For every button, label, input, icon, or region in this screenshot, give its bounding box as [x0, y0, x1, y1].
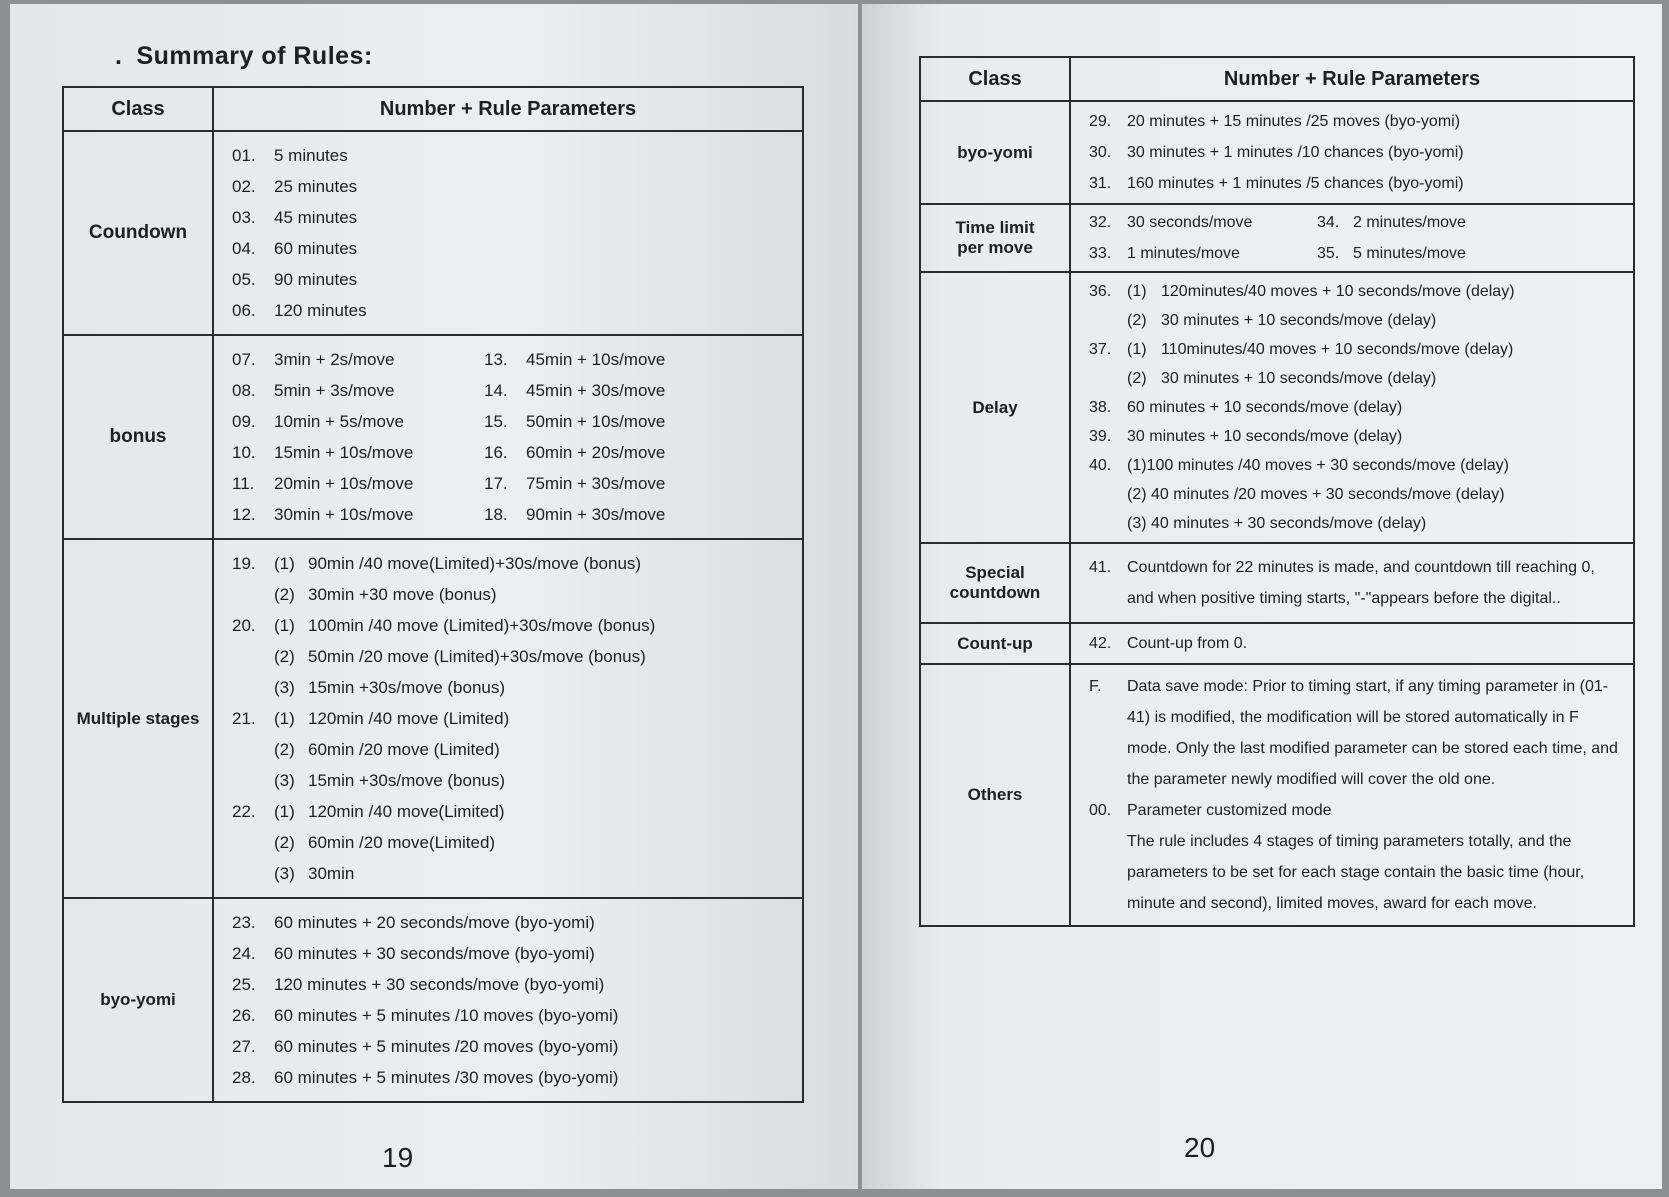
item-text: 1 minutes/move	[1127, 244, 1240, 262]
item-text: 30min + 10s/move	[274, 504, 414, 524]
item-number: 12.	[232, 504, 256, 524]
item-number: 20.	[232, 615, 256, 635]
item-sub: (2)	[1127, 369, 1147, 387]
list-item	[232, 499, 792, 530]
others-params	[1070, 664, 1634, 926]
list-item	[232, 1062, 792, 1093]
list-item	[232, 858, 792, 889]
class-delay: Delay	[920, 272, 1070, 543]
item-number: 34.	[1317, 213, 1340, 231]
count-up-row	[920, 623, 1634, 664]
item-number: 39.	[1089, 427, 1112, 445]
item-number: 30.	[1089, 143, 1112, 161]
item-sub: (2)	[274, 739, 295, 759]
list-item	[1089, 106, 1623, 137]
header-row	[920, 57, 1634, 101]
item-sub: (2)	[274, 584, 295, 604]
class-byo-yomi: byo-yomi	[920, 101, 1070, 204]
time-limit-row	[920, 204, 1634, 272]
item-text: 60 minutes + 5 minutes /30 moves (byo-yomi)	[274, 1067, 619, 1087]
byoyomi-params	[1070, 101, 1634, 204]
item-text: Data save mode: Prior to timing start, if any timing parameter in (01-41) is modified, the modification will be stored automatically in F mode. Only the last modified parameter can be stored each time, and the parameter newly modified will cover the old one.	[1127, 678, 1618, 788]
item-number: 35.	[1317, 244, 1340, 262]
item-text: (2) 40 minutes /20 moves + 30 seconds/move (delay)	[1127, 485, 1505, 503]
item-number: 15.	[484, 411, 508, 431]
item-text: 45min + 30s/move	[526, 380, 666, 400]
multiple-stages-params	[213, 539, 803, 898]
item-text: 15min + 10s/move	[274, 442, 414, 462]
item-text: 60 minutes + 5 minutes /10 moves (byo-yomi)	[274, 1005, 619, 1025]
class-bonus: bonus	[63, 335, 213, 539]
item-text: 60 minutes + 30 seconds/move (byo-yomi)	[274, 943, 595, 963]
item-number: 31.	[1089, 174, 1112, 192]
header-class: Class	[63, 87, 213, 131]
item-text: 60 minutes	[274, 238, 358, 258]
list-item	[1089, 137, 1623, 168]
item-text: 30 minutes + 10 seconds/move (delay)	[1161, 369, 1437, 387]
rules-table-left	[62, 86, 804, 1103]
right-page	[862, 4, 1662, 1189]
list-item	[232, 579, 792, 610]
title-text: Summary of Rules:	[136, 42, 373, 70]
left-page	[10, 4, 858, 1189]
item-text: Count-up from 0.	[1127, 635, 1248, 652]
item-text: 75min + 30s/move	[526, 473, 666, 493]
class-special-line2: countdown	[949, 583, 1041, 602]
byoyomi-row	[920, 101, 1634, 204]
item-text: 60 minutes + 10 seconds/move (delay)	[1127, 398, 1403, 416]
class-special-line1: Special	[965, 563, 1025, 583]
item-text: 120minutes/40 moves + 10 seconds/move (delay)	[1161, 282, 1515, 300]
item-text: 120min /40 move(Limited)	[308, 801, 505, 821]
list-item	[1089, 480, 1623, 509]
list-item	[232, 295, 792, 326]
item-text: 30min +30 move (bonus)	[308, 584, 497, 604]
item-number: 07.	[232, 349, 256, 369]
list-item	[232, 171, 792, 202]
item-number: 40.	[1089, 456, 1112, 474]
list-item	[1089, 277, 1623, 306]
item-number: 05.	[232, 269, 256, 289]
item-number: F.	[1089, 678, 1102, 695]
list-item	[1089, 364, 1623, 393]
count-up-params	[1070, 623, 1634, 664]
list-item	[1089, 422, 1623, 451]
list-item	[232, 1000, 792, 1031]
item-text: 60min /20 move (Limited)	[308, 739, 500, 759]
class-count-up: Count-up	[920, 623, 1070, 664]
item-text: 15min +30s/move (bonus)	[308, 677, 506, 697]
list-item	[232, 703, 792, 734]
item-text: 60 minutes + 5 minutes /20 moves (byo-yomi)	[274, 1036, 619, 1056]
list-item	[232, 610, 792, 641]
list-item	[1089, 826, 1623, 919]
item-number: 42.	[1089, 635, 1112, 652]
item-text: 60min /20 move(Limited)	[308, 832, 496, 852]
item-sub: (1)	[274, 615, 295, 635]
list-item	[1089, 238, 1623, 269]
bonus-params	[213, 335, 803, 539]
special-countdown-params	[1070, 543, 1634, 623]
item-number: 14.	[484, 380, 508, 400]
item-sub: (3)	[274, 677, 295, 697]
item-text: 30 minutes + 10 seconds/move (delay)	[1161, 311, 1437, 329]
item-number: 01.	[232, 145, 256, 165]
item-sub: (1)	[1127, 340, 1147, 358]
item-text: 90min + 30s/move	[526, 504, 666, 524]
item-sub: (2)	[274, 832, 295, 852]
countdown-params	[213, 131, 803, 335]
list-item	[232, 233, 792, 264]
byoyomi-row	[63, 898, 803, 1102]
item-text: 5min + 3s/move	[274, 380, 395, 400]
list-item	[1089, 335, 1623, 364]
item-text: (1)100 minutes /40 moves + 30 seconds/move (delay)	[1127, 456, 1509, 474]
page-title	[115, 42, 373, 71]
item-sub: (3)	[274, 770, 295, 790]
item-number: 10.	[232, 442, 256, 462]
item-text: 30 minutes + 10 seconds/move (delay)	[1127, 427, 1403, 445]
list-item	[232, 907, 792, 938]
delay-params	[1070, 272, 1634, 543]
page-number: 20	[1184, 1132, 1216, 1163]
list-item	[1089, 168, 1623, 199]
item-text: 160 minutes + 1 minutes /5 chances (byo-yomi)	[1127, 174, 1464, 192]
item-number: 32.	[1089, 213, 1112, 231]
list-item	[232, 641, 792, 672]
item-text: 90min /40 move(Limited)+30s/move (bonus)	[308, 553, 642, 573]
item-text: 15min +30s/move (bonus)	[308, 770, 506, 790]
item-text: 30min	[308, 863, 355, 883]
item-number: 27.	[232, 1036, 256, 1056]
item-number: 16.	[484, 442, 508, 462]
list-item	[232, 734, 792, 765]
item-number: 24.	[232, 943, 256, 963]
item-number: 13.	[484, 349, 508, 369]
item-text: 3min + 2s/move	[274, 349, 395, 369]
countdown-row	[63, 131, 803, 335]
list-item	[232, 969, 792, 1000]
item-text: 30 minutes + 1 minutes /10 chances (byo-yomi)	[1127, 143, 1464, 161]
list-item	[232, 375, 792, 406]
item-number: 25.	[232, 974, 256, 994]
list-item	[232, 765, 792, 796]
item-title: Parameter customized mode	[1127, 802, 1332, 819]
list-item	[232, 548, 792, 579]
item-number: 38.	[1089, 398, 1112, 416]
item-number: 41.	[1089, 559, 1112, 576]
list-item	[1089, 509, 1623, 538]
item-number: 11.	[232, 473, 255, 493]
header-class: Class	[920, 57, 1070, 101]
list-item	[1089, 393, 1623, 422]
bonus-row	[63, 335, 803, 539]
list-item	[1089, 552, 1623, 614]
list-item	[232, 437, 792, 468]
special-countdown-row	[920, 543, 1634, 623]
list-item	[232, 140, 792, 171]
class-time-limit	[920, 204, 1070, 272]
list-item	[232, 406, 792, 437]
class-byo-yomi: byo-yomi	[63, 898, 213, 1102]
item-text: 50min /20 move (Limited)+30s/move (bonus)	[308, 646, 646, 666]
multiple-stages-row	[63, 539, 803, 898]
item-number: 17.	[484, 473, 508, 493]
item-text: 50min + 10s/move	[526, 411, 666, 431]
item-number: 37.	[1089, 340, 1112, 358]
item-number: 26.	[232, 1005, 256, 1025]
item-number: 02.	[232, 176, 256, 196]
item-sub: (3)	[274, 863, 295, 883]
list-item	[1089, 451, 1623, 480]
header-params: Number + Rule Parameters	[213, 87, 803, 131]
item-number: 22.	[232, 801, 256, 821]
class-countdown: Coundown	[63, 131, 213, 335]
item-text: Countdown for 22 minutes is made, and countdown till reaching 0, and when positive timing starts, "-"appears before the digital..	[1127, 559, 1595, 607]
item-number: 18.	[484, 504, 508, 524]
item-text: 5 minutes	[274, 145, 348, 165]
list-item	[232, 827, 792, 858]
item-text: 110minutes/40 moves + 10 seconds/move (delay)	[1161, 340, 1514, 358]
class-special-countdown	[920, 543, 1070, 623]
list-item	[232, 202, 792, 233]
item-text: 100min /40 move (Limited)+30s/move (bonus)	[308, 615, 656, 635]
list-item	[232, 672, 792, 703]
rules-table-right	[919, 56, 1635, 927]
others-row	[920, 664, 1634, 926]
list-item	[232, 1031, 792, 1062]
item-sub: (1)	[1127, 282, 1147, 300]
class-multiple-stages: Multiple stages	[63, 539, 213, 898]
item-text: 60min + 20s/move	[526, 442, 666, 462]
item-number: 08.	[232, 380, 256, 400]
item-text: 45 minutes	[274, 207, 358, 227]
time-limit-params	[1070, 204, 1634, 272]
page-number: 19	[382, 1142, 414, 1173]
list-item	[232, 938, 792, 969]
item-number: 04.	[232, 238, 256, 258]
class-time-limit-line1: Time limit	[955, 218, 1035, 238]
item-number: 29.	[1089, 112, 1112, 130]
list-item	[1089, 795, 1623, 826]
item-sub: (1)	[274, 553, 295, 573]
title-bullet: .	[115, 42, 123, 70]
header-params: Number + Rule Parameters	[1070, 57, 1634, 101]
item-number: 23.	[232, 912, 256, 932]
item-number: 36.	[1089, 282, 1112, 300]
list-item	[1089, 671, 1623, 795]
item-number: 21.	[232, 708, 256, 728]
item-text: 30 seconds/move	[1127, 213, 1253, 231]
item-sub: (1)	[274, 708, 295, 728]
item-number: 00.	[1089, 802, 1112, 819]
delay-row	[920, 272, 1634, 543]
item-sub: (1)	[274, 801, 295, 821]
item-text: 20min + 10s/move	[274, 473, 414, 493]
item-number: 28.	[232, 1067, 256, 1087]
item-number: 19.	[232, 553, 256, 573]
item-text: 45min + 10s/move	[526, 349, 666, 369]
list-item	[232, 264, 792, 295]
list-item	[232, 344, 792, 375]
item-text: 10min + 5s/move	[274, 411, 404, 431]
item-number	[1089, 826, 1127, 919]
item-text: 120min /40 move (Limited)	[308, 708, 510, 728]
list-item	[1089, 628, 1623, 659]
item-number: 33.	[1089, 244, 1112, 262]
item-text: 2 minutes/move	[1353, 213, 1466, 231]
item-text: 25 minutes	[274, 176, 358, 196]
item-text: 5 minutes/move	[1353, 244, 1466, 262]
class-time-limit-line2: per move	[957, 238, 1033, 257]
item-number: 09.	[232, 411, 256, 431]
list-item	[1089, 207, 1623, 238]
item-number: 03.	[232, 207, 256, 227]
item-text: 20 minutes + 15 minutes /25 moves (byo-yomi)	[1127, 112, 1461, 130]
item-text: 90 minutes	[274, 269, 358, 289]
item-text: (3) 40 minutes + 30 seconds/move (delay)	[1127, 514, 1427, 532]
byoyomi-params	[213, 898, 803, 1102]
item-sub: (2)	[274, 646, 295, 666]
header-row	[63, 87, 803, 131]
item-text: 120 minutes + 30 seconds/move (byo-yomi)	[274, 974, 605, 994]
item-text: 120 minutes	[274, 300, 367, 320]
item-text: The rule includes 4 stages of timing parameters totally, and the parameters to be set for each stage contain the basic time (hour, minute and second), limited moves, award for each move.	[1127, 833, 1585, 912]
item-number: 06.	[232, 300, 256, 320]
list-item	[1089, 306, 1623, 335]
list-item	[232, 796, 792, 827]
item-text: 60 minutes + 20 seconds/move (byo-yomi)	[274, 912, 595, 932]
class-others: Others	[920, 664, 1070, 926]
item-sub: (2)	[1127, 311, 1147, 329]
list-item	[232, 468, 792, 499]
